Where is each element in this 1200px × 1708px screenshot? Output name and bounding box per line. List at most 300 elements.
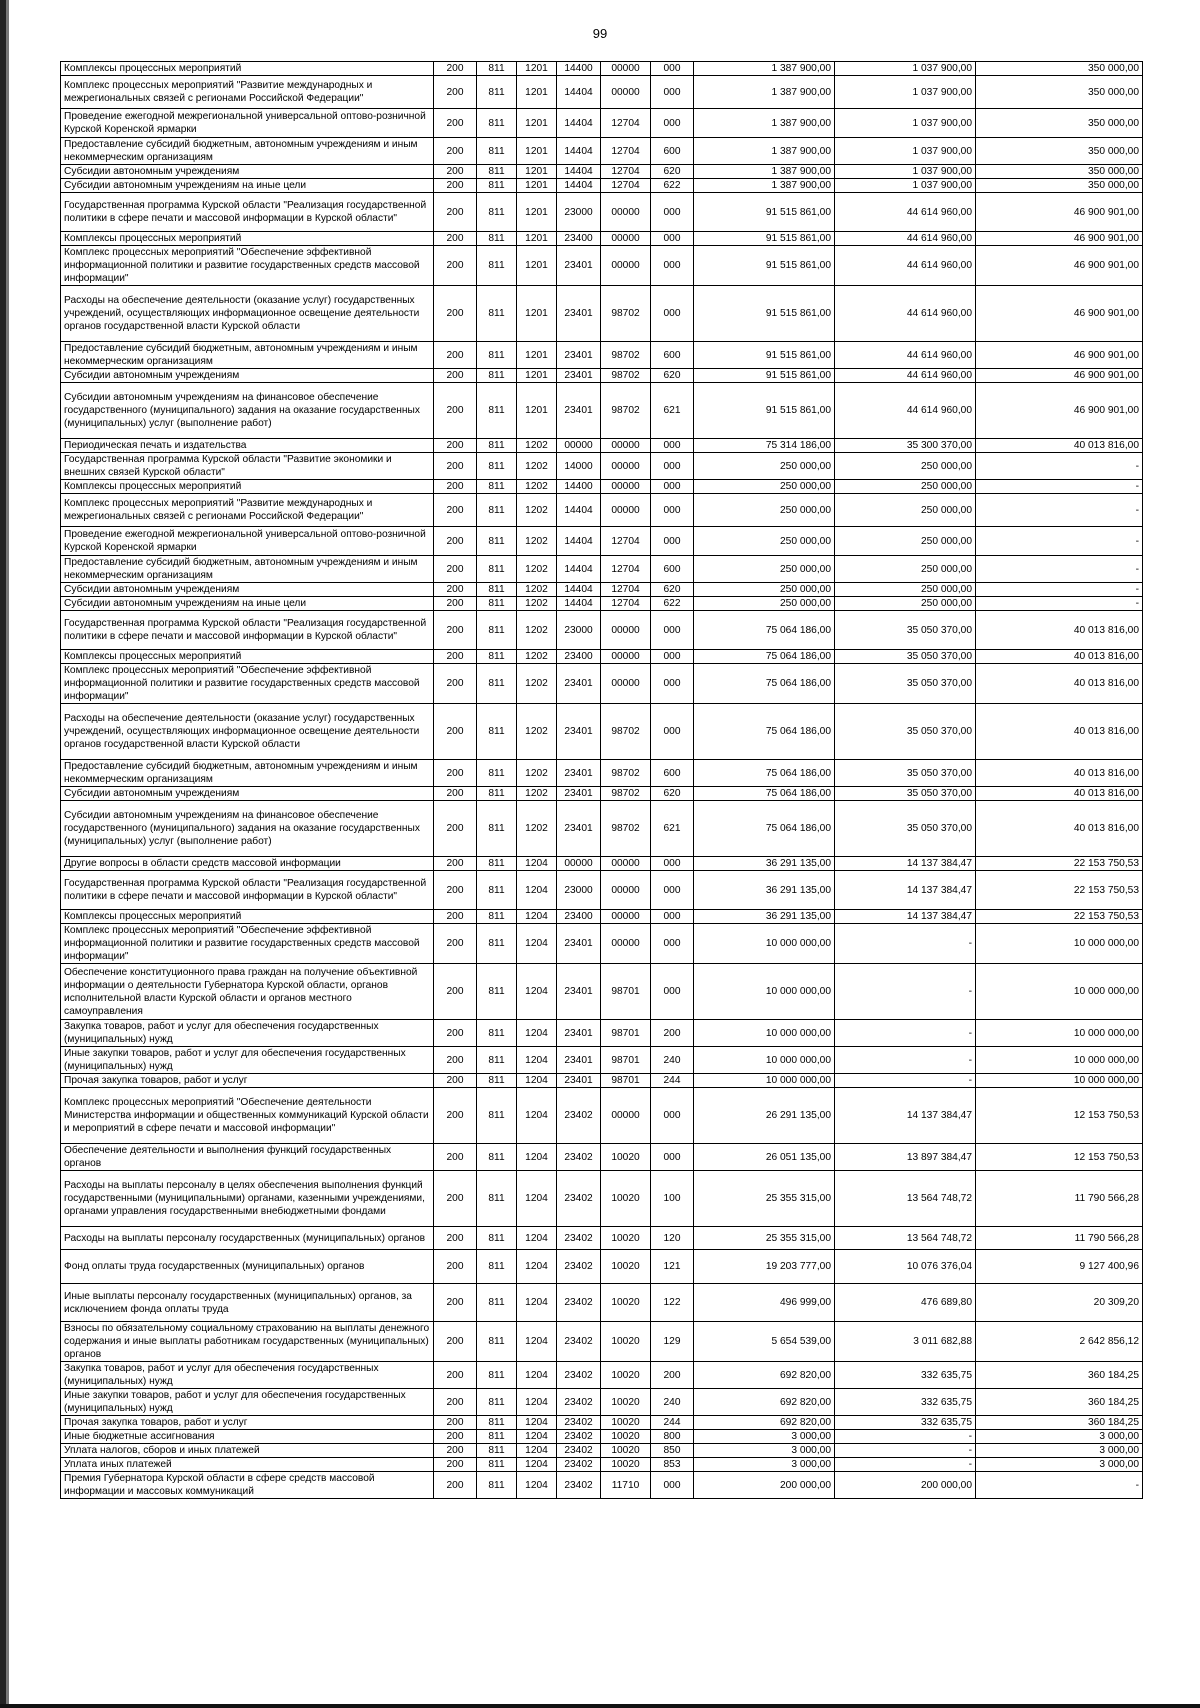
row-description-cell: Уплата налогов, сборов и иных платежей xyxy=(61,1444,434,1458)
section-code-cell: 1204 xyxy=(517,1430,557,1444)
row-description-cell: Премия Губернатора Курской области в сфере средств массовой информации и массовых коммуникаций xyxy=(61,1472,434,1499)
amount-total-cell: 75 064 186,00 xyxy=(694,611,835,650)
admin-code-cell: 200 xyxy=(434,611,477,650)
program-code-cell: 23402 xyxy=(557,1227,601,1250)
admin-code-cell: 200 xyxy=(434,871,477,910)
section-code-cell: 1204 xyxy=(517,910,557,924)
admin-code-cell: 200 xyxy=(434,1444,477,1458)
admin-code-cell: 200 xyxy=(434,165,477,179)
amount-remaining-cell: 350 000,00 xyxy=(976,62,1143,76)
table-row xyxy=(61,109,1143,138)
section-code-cell: 1204 xyxy=(517,924,557,964)
direction-code-cell: 98701 xyxy=(601,1074,651,1088)
amount-total-cell: 3 000,00 xyxy=(694,1444,835,1458)
amount-executed-cell: 476 689,80 xyxy=(835,1284,976,1322)
table-row xyxy=(61,664,1143,704)
amount-total-cell: 91 515 861,00 xyxy=(694,369,835,383)
ministry-code-cell: 811 xyxy=(477,1171,517,1227)
admin-code-cell: 200 xyxy=(434,1088,477,1144)
amount-executed-cell: 13 897 384,47 xyxy=(835,1144,976,1171)
table-row xyxy=(61,704,1143,760)
amount-remaining-cell: 22 153 750,53 xyxy=(976,910,1143,924)
ministry-code-cell: 811 xyxy=(477,760,517,787)
direction-code-cell: 00000 xyxy=(601,494,651,527)
amount-executed-cell: - xyxy=(835,1047,976,1074)
admin-code-cell: 200 xyxy=(434,494,477,527)
amount-remaining-cell: 46 900 901,00 xyxy=(976,342,1143,369)
program-code-cell: 23402 xyxy=(557,1362,601,1389)
program-code-cell: 14404 xyxy=(557,76,601,109)
expense-type-code-cell: 000 xyxy=(651,439,694,453)
amount-total-cell: 75 064 186,00 xyxy=(694,787,835,801)
amount-total-cell: 1 387 900,00 xyxy=(694,109,835,138)
row-description-cell: Субсидии автономным учреждениям на иные цели xyxy=(61,597,434,611)
amount-total-cell: 200 000,00 xyxy=(694,1472,835,1499)
program-code-cell: 23402 xyxy=(557,1322,601,1362)
ministry-code-cell: 811 xyxy=(477,439,517,453)
amount-remaining-cell: 10 000 000,00 xyxy=(976,964,1143,1020)
section-code-cell: 1204 xyxy=(517,1362,557,1389)
amount-total-cell: 250 000,00 xyxy=(694,494,835,527)
admin-code-cell: 200 xyxy=(434,1322,477,1362)
expense-type-code-cell: 600 xyxy=(651,556,694,583)
direction-code-cell: 12704 xyxy=(601,165,651,179)
table-row xyxy=(61,650,1143,664)
row-description-cell: Субсидии автономным учреждениям на финансовое обеспечение государственного (муниципального) задания на оказание государственных (муниципальных) услуг (выполнение работ) xyxy=(61,383,434,439)
amount-remaining-cell: - xyxy=(976,597,1143,611)
amount-remaining-cell: - xyxy=(976,480,1143,494)
amount-remaining-cell: 40 013 816,00 xyxy=(976,439,1143,453)
direction-code-cell: 00000 xyxy=(601,453,651,480)
expense-type-code-cell: 600 xyxy=(651,760,694,787)
direction-code-cell: 12704 xyxy=(601,109,651,138)
program-code-cell: 23402 xyxy=(557,1472,601,1499)
amount-executed-cell: 13 564 748,72 xyxy=(835,1171,976,1227)
amount-total-cell: 3 000,00 xyxy=(694,1430,835,1444)
program-code-cell: 23401 xyxy=(557,787,601,801)
admin-code-cell: 200 xyxy=(434,179,477,193)
amount-executed-cell: 1 037 900,00 xyxy=(835,76,976,109)
program-code-cell: 14400 xyxy=(557,62,601,76)
amount-executed-cell: 35 050 370,00 xyxy=(835,801,976,857)
amount-total-cell: 19 203 777,00 xyxy=(694,1250,835,1284)
row-description-cell: Комплексы процессных мероприятий xyxy=(61,232,434,246)
amount-executed-cell: 44 614 960,00 xyxy=(835,232,976,246)
table-row xyxy=(61,165,1143,179)
admin-code-cell: 200 xyxy=(434,383,477,439)
row-description-cell: Предоставление субсидий бюджетным, автономным учреждениям и иным некоммерческим организациям xyxy=(61,138,434,165)
ministry-code-cell: 811 xyxy=(477,342,517,369)
program-code-cell: 23400 xyxy=(557,650,601,664)
ministry-code-cell: 811 xyxy=(477,910,517,924)
direction-code-cell: 98701 xyxy=(601,1020,651,1047)
amount-executed-cell: 332 635,75 xyxy=(835,1416,976,1430)
row-description-cell: Расходы на выплаты персоналу государственных (муниципальных) органов xyxy=(61,1227,434,1250)
expense-type-code-cell: 000 xyxy=(651,704,694,760)
direction-code-cell: 10020 xyxy=(601,1389,651,1416)
direction-code-cell: 00000 xyxy=(601,193,651,232)
direction-code-cell: 10020 xyxy=(601,1362,651,1389)
ministry-code-cell: 811 xyxy=(477,1074,517,1088)
amount-remaining-cell: 10 000 000,00 xyxy=(976,1047,1143,1074)
section-code-cell: 1204 xyxy=(517,1088,557,1144)
section-code-cell: 1204 xyxy=(517,871,557,910)
section-code-cell: 1202 xyxy=(517,760,557,787)
direction-code-cell: 00000 xyxy=(601,480,651,494)
program-code-cell: 00000 xyxy=(557,439,601,453)
program-code-cell: 14404 xyxy=(557,179,601,193)
table-row xyxy=(61,1284,1143,1322)
expense-type-code-cell: 000 xyxy=(651,650,694,664)
expense-type-code-cell: 244 xyxy=(651,1416,694,1430)
section-code-cell: 1204 xyxy=(517,1284,557,1322)
expense-type-code-cell: 000 xyxy=(651,871,694,910)
admin-code-cell: 200 xyxy=(434,193,477,232)
expense-type-code-cell: 000 xyxy=(651,62,694,76)
direction-code-cell: 00000 xyxy=(601,650,651,664)
row-description-cell: Другие вопросы в области средств массовой информации xyxy=(61,857,434,871)
admin-code-cell: 200 xyxy=(434,453,477,480)
section-code-cell: 1201 xyxy=(517,138,557,165)
amount-remaining-cell: 3 000,00 xyxy=(976,1444,1143,1458)
amount-total-cell: 1 387 900,00 xyxy=(694,165,835,179)
amount-executed-cell: 44 614 960,00 xyxy=(835,369,976,383)
admin-code-cell: 200 xyxy=(434,1284,477,1322)
amount-executed-cell: 250 000,00 xyxy=(835,494,976,527)
ministry-code-cell: 811 xyxy=(477,494,517,527)
row-description-cell: Расходы на обеспечение деятельности (оказание услуг) государственных учреждений, осуществляющих информационное освещение деятельности органов государственной власти Курской области xyxy=(61,704,434,760)
amount-remaining-cell: 20 309,20 xyxy=(976,1284,1143,1322)
ministry-code-cell: 811 xyxy=(477,1416,517,1430)
table-row xyxy=(61,232,1143,246)
expense-type-code-cell: 000 xyxy=(651,1472,694,1499)
amount-total-cell: 10 000 000,00 xyxy=(694,924,835,964)
amount-remaining-cell: 350 000,00 xyxy=(976,138,1143,165)
program-code-cell: 23402 xyxy=(557,1458,601,1472)
amount-executed-cell: 14 137 384,47 xyxy=(835,910,976,924)
amount-executed-cell: 14 137 384,47 xyxy=(835,871,976,910)
row-description-cell: Предоставление субсидий бюджетным, автономным учреждениям и иным некоммерческим организациям xyxy=(61,342,434,369)
section-code-cell: 1204 xyxy=(517,1227,557,1250)
direction-code-cell: 00000 xyxy=(601,924,651,964)
program-code-cell: 23401 xyxy=(557,924,601,964)
admin-code-cell: 200 xyxy=(434,910,477,924)
row-description-cell: Проведение ежегодной межрегиональной универсальной оптово-розничной Курской Коренской ярмарки xyxy=(61,109,434,138)
expense-type-code-cell: 620 xyxy=(651,787,694,801)
program-code-cell: 23402 xyxy=(557,1088,601,1144)
admin-code-cell: 200 xyxy=(434,801,477,857)
section-code-cell: 1202 xyxy=(517,664,557,704)
expense-type-code-cell: 000 xyxy=(651,76,694,109)
section-code-cell: 1204 xyxy=(517,1416,557,1430)
row-description-cell: Иные выплаты персоналу государственных (муниципальных) органов, за исключением фонда оплаты труда xyxy=(61,1284,434,1322)
ministry-code-cell: 811 xyxy=(477,1444,517,1458)
program-code-cell: 23401 xyxy=(557,1074,601,1088)
budget-table xyxy=(60,61,1143,1499)
table-row xyxy=(61,1144,1143,1171)
row-description-cell: Уплата иных платежей xyxy=(61,1458,434,1472)
ministry-code-cell: 811 xyxy=(477,138,517,165)
admin-code-cell: 200 xyxy=(434,1362,477,1389)
direction-code-cell: 12704 xyxy=(601,583,651,597)
admin-code-cell: 200 xyxy=(434,556,477,583)
amount-executed-cell: - xyxy=(835,964,976,1020)
ministry-code-cell: 811 xyxy=(477,704,517,760)
table-row xyxy=(61,246,1143,286)
amount-executed-cell: 35 050 370,00 xyxy=(835,760,976,787)
amount-total-cell: 91 515 861,00 xyxy=(694,286,835,342)
table-row xyxy=(61,1416,1143,1430)
amount-total-cell: 10 000 000,00 xyxy=(694,1020,835,1047)
direction-code-cell: 12704 xyxy=(601,556,651,583)
section-code-cell: 1204 xyxy=(517,1444,557,1458)
section-code-cell: 1202 xyxy=(517,527,557,556)
amount-remaining-cell: - xyxy=(976,527,1143,556)
amount-remaining-cell: 10 000 000,00 xyxy=(976,1074,1143,1088)
amount-remaining-cell: 40 013 816,00 xyxy=(976,704,1143,760)
direction-code-cell: 10020 xyxy=(601,1444,651,1458)
section-code-cell: 1204 xyxy=(517,1171,557,1227)
direction-code-cell: 10020 xyxy=(601,1430,651,1444)
section-code-cell: 1202 xyxy=(517,597,557,611)
ministry-code-cell: 811 xyxy=(477,109,517,138)
table-row xyxy=(61,1047,1143,1074)
direction-code-cell: 12704 xyxy=(601,179,651,193)
table-row xyxy=(61,193,1143,232)
amount-remaining-cell: 40 013 816,00 xyxy=(976,664,1143,704)
amount-executed-cell: 250 000,00 xyxy=(835,453,976,480)
amount-remaining-cell: 11 790 566,28 xyxy=(976,1171,1143,1227)
table-row xyxy=(61,1227,1143,1250)
expense-type-code-cell: 120 xyxy=(651,1227,694,1250)
ministry-code-cell: 811 xyxy=(477,232,517,246)
amount-total-cell: 36 291 135,00 xyxy=(694,910,835,924)
program-code-cell: 00000 xyxy=(557,857,601,871)
admin-code-cell: 200 xyxy=(434,342,477,369)
amount-executed-cell: 200 000,00 xyxy=(835,1472,976,1499)
section-code-cell: 1204 xyxy=(517,964,557,1020)
row-description-cell: Закупка товаров, работ и услуг для обеспечения государственных (муниципальных) нужд xyxy=(61,1020,434,1047)
program-code-cell: 14404 xyxy=(557,165,601,179)
table-row xyxy=(61,286,1143,342)
admin-code-cell: 200 xyxy=(434,1144,477,1171)
program-code-cell: 23400 xyxy=(557,910,601,924)
amount-remaining-cell: 11 790 566,28 xyxy=(976,1227,1143,1250)
amount-remaining-cell: 22 153 750,53 xyxy=(976,871,1143,910)
admin-code-cell: 200 xyxy=(434,109,477,138)
expense-type-code-cell: 000 xyxy=(651,857,694,871)
section-code-cell: 1202 xyxy=(517,611,557,650)
ministry-code-cell: 811 xyxy=(477,369,517,383)
direction-code-cell: 10020 xyxy=(601,1171,651,1227)
expense-type-code-cell: 240 xyxy=(651,1389,694,1416)
admin-code-cell: 200 xyxy=(434,1458,477,1472)
expense-type-code-cell: 000 xyxy=(651,924,694,964)
amount-remaining-cell: 46 900 901,00 xyxy=(976,383,1143,439)
amount-remaining-cell: 2 642 856,12 xyxy=(976,1322,1143,1362)
table-row xyxy=(61,62,1143,76)
ministry-code-cell: 811 xyxy=(477,871,517,910)
amount-remaining-cell: 3 000,00 xyxy=(976,1430,1143,1444)
ministry-code-cell: 811 xyxy=(477,583,517,597)
ministry-code-cell: 811 xyxy=(477,611,517,650)
direction-code-cell: 10020 xyxy=(601,1458,651,1472)
ministry-code-cell: 811 xyxy=(477,1284,517,1322)
expense-type-code-cell: 000 xyxy=(651,480,694,494)
row-description-cell: Прочая закупка товаров, работ и услуг xyxy=(61,1416,434,1430)
amount-total-cell: 91 515 861,00 xyxy=(694,342,835,369)
amount-executed-cell: 35 050 370,00 xyxy=(835,664,976,704)
table-row xyxy=(61,910,1143,924)
expense-type-code-cell: 853 xyxy=(651,1458,694,1472)
row-description-cell: Комплекс процессных мероприятий "Обеспечение эффективной информационной политики и развитие государственных средств массовой информации" xyxy=(61,664,434,704)
amount-total-cell: 692 820,00 xyxy=(694,1362,835,1389)
program-code-cell: 23401 xyxy=(557,383,601,439)
program-code-cell: 14404 xyxy=(557,556,601,583)
program-code-cell: 23402 xyxy=(557,1444,601,1458)
amount-remaining-cell: 3 000,00 xyxy=(976,1458,1143,1472)
amount-remaining-cell: 360 184,25 xyxy=(976,1389,1143,1416)
row-description-cell: Субсидии автономным учреждениям xyxy=(61,583,434,597)
section-code-cell: 1201 xyxy=(517,165,557,179)
amount-remaining-cell: 350 000,00 xyxy=(976,109,1143,138)
table-row xyxy=(61,480,1143,494)
admin-code-cell: 200 xyxy=(434,232,477,246)
table-row xyxy=(61,453,1143,480)
amount-total-cell: 91 515 861,00 xyxy=(694,383,835,439)
ministry-code-cell: 811 xyxy=(477,1389,517,1416)
row-description-cell: Иные закупки товаров, работ и услуг для обеспечения государственных (муниципальных) нужд xyxy=(61,1047,434,1074)
program-code-cell: 14000 xyxy=(557,453,601,480)
row-description-cell: Государственная программа Курской области "Реализация государственной политики в сфере печати и массовой информации в Курской области" xyxy=(61,871,434,910)
direction-code-cell: 00000 xyxy=(601,871,651,910)
section-code-cell: 1204 xyxy=(517,857,557,871)
page-bottom-edge xyxy=(0,1704,1200,1708)
amount-remaining-cell: 350 000,00 xyxy=(976,76,1143,109)
direction-code-cell: 11710 xyxy=(601,1472,651,1499)
amount-remaining-cell: - xyxy=(976,494,1143,527)
admin-code-cell: 200 xyxy=(434,760,477,787)
section-code-cell: 1201 xyxy=(517,246,557,286)
program-code-cell: 14404 xyxy=(557,583,601,597)
amount-total-cell: 250 000,00 xyxy=(694,556,835,583)
direction-code-cell: 98701 xyxy=(601,1047,651,1074)
row-description-cell: Государственная программа Курской области "Реализация государственной политики в сфере печати и массовой информации в Курской области" xyxy=(61,611,434,650)
amount-total-cell: 75 064 186,00 xyxy=(694,760,835,787)
section-code-cell: 1201 xyxy=(517,179,557,193)
program-code-cell: 23000 xyxy=(557,611,601,650)
amount-executed-cell: - xyxy=(835,1458,976,1472)
ministry-code-cell: 811 xyxy=(477,556,517,583)
amount-executed-cell: 35 300 370,00 xyxy=(835,439,976,453)
section-code-cell: 1201 xyxy=(517,62,557,76)
amount-remaining-cell: 46 900 901,00 xyxy=(976,286,1143,342)
admin-code-cell: 200 xyxy=(434,1074,477,1088)
program-code-cell: 23402 xyxy=(557,1171,601,1227)
amount-executed-cell: 250 000,00 xyxy=(835,556,976,583)
direction-code-cell: 12704 xyxy=(601,597,651,611)
row-description-cell: Государственная программа Курской области "Развитие экономики и внешних связей Курской области" xyxy=(61,453,434,480)
row-description-cell: Периодическая печать и издательства xyxy=(61,439,434,453)
amount-total-cell: 26 051 135,00 xyxy=(694,1144,835,1171)
admin-code-cell: 200 xyxy=(434,597,477,611)
expense-type-code-cell: 122 xyxy=(651,1284,694,1322)
admin-code-cell: 200 xyxy=(434,787,477,801)
section-code-cell: 1201 xyxy=(517,76,557,109)
amount-remaining-cell: 40 013 816,00 xyxy=(976,611,1143,650)
ministry-code-cell: 811 xyxy=(477,964,517,1020)
admin-code-cell: 200 xyxy=(434,857,477,871)
section-code-cell: 1202 xyxy=(517,453,557,480)
row-description-cell: Комплекс процессных мероприятий "Обеспечение эффективной информационной политики и развитие государственных средств массовой информации" xyxy=(61,924,434,964)
ministry-code-cell: 811 xyxy=(477,1322,517,1362)
expense-type-code-cell: 620 xyxy=(651,583,694,597)
direction-code-cell: 10020 xyxy=(601,1250,651,1284)
expense-type-code-cell: 129 xyxy=(651,1322,694,1362)
direction-code-cell: 00000 xyxy=(601,232,651,246)
table-row xyxy=(61,583,1143,597)
expense-type-code-cell: 000 xyxy=(651,1088,694,1144)
table-row xyxy=(61,871,1143,910)
amount-total-cell: 10 000 000,00 xyxy=(694,1074,835,1088)
amount-remaining-cell: 9 127 400,96 xyxy=(976,1250,1143,1284)
admin-code-cell: 200 xyxy=(434,650,477,664)
row-description-cell: Иные бюджетные ассигнования xyxy=(61,1430,434,1444)
program-code-cell: 14400 xyxy=(557,480,601,494)
row-description-cell: Расходы на обеспечение деятельности (оказание услуг) государственных учреждений, осуществляющих информационное освещение деятельности органов государственной власти Курской области xyxy=(61,286,434,342)
ministry-code-cell: 811 xyxy=(477,1430,517,1444)
expense-type-code-cell: 000 xyxy=(651,1144,694,1171)
admin-code-cell: 200 xyxy=(434,138,477,165)
program-code-cell: 23401 xyxy=(557,286,601,342)
table-row xyxy=(61,494,1143,527)
expense-type-code-cell: 622 xyxy=(651,597,694,611)
ministry-code-cell: 811 xyxy=(477,286,517,342)
ministry-code-cell: 811 xyxy=(477,76,517,109)
amount-total-cell: 75 064 186,00 xyxy=(694,801,835,857)
amount-executed-cell: 13 564 748,72 xyxy=(835,1227,976,1250)
table-row xyxy=(61,760,1143,787)
direction-code-cell: 12704 xyxy=(601,527,651,556)
section-code-cell: 1202 xyxy=(517,787,557,801)
section-code-cell: 1204 xyxy=(517,1389,557,1416)
amount-remaining-cell: 10 000 000,00 xyxy=(976,1020,1143,1047)
ministry-code-cell: 811 xyxy=(477,597,517,611)
table-row xyxy=(61,787,1143,801)
row-description-cell: Обеспечение деятельности и выполнения функций государственных органов xyxy=(61,1144,434,1171)
amount-executed-cell: 3 011 682,88 xyxy=(835,1322,976,1362)
table-row xyxy=(61,439,1143,453)
program-code-cell: 23400 xyxy=(557,232,601,246)
amount-executed-cell: 250 000,00 xyxy=(835,480,976,494)
ministry-code-cell: 811 xyxy=(477,1047,517,1074)
admin-code-cell: 200 xyxy=(434,964,477,1020)
row-description-cell: Расходы на выплаты персоналу в целях обеспечения выполнения функций государственными (муниципальными) органами, казенными учреждениями, органами управления государственными внебюджетными фондами xyxy=(61,1171,434,1227)
amount-total-cell: 1 387 900,00 xyxy=(694,76,835,109)
ministry-code-cell: 811 xyxy=(477,1250,517,1284)
section-code-cell: 1204 xyxy=(517,1047,557,1074)
budget-table-body xyxy=(61,62,1143,1499)
amount-remaining-cell: 40 013 816,00 xyxy=(976,801,1143,857)
row-description-cell: Комплекс процессных мероприятий "Обеспечение эффективной информационной политики и развитие государственных средств массовой информации" xyxy=(61,246,434,286)
expense-type-code-cell: 200 xyxy=(651,1020,694,1047)
expense-type-code-cell: 244 xyxy=(651,1074,694,1088)
amount-executed-cell: 250 000,00 xyxy=(835,527,976,556)
amount-total-cell: 91 515 861,00 xyxy=(694,246,835,286)
expense-type-code-cell: 600 xyxy=(651,342,694,369)
row-description-cell: Государственная программа Курской области "Реализация государственной политики в сфере печати и массовой информации в Курской области" xyxy=(61,193,434,232)
direction-code-cell: 10020 xyxy=(601,1416,651,1430)
